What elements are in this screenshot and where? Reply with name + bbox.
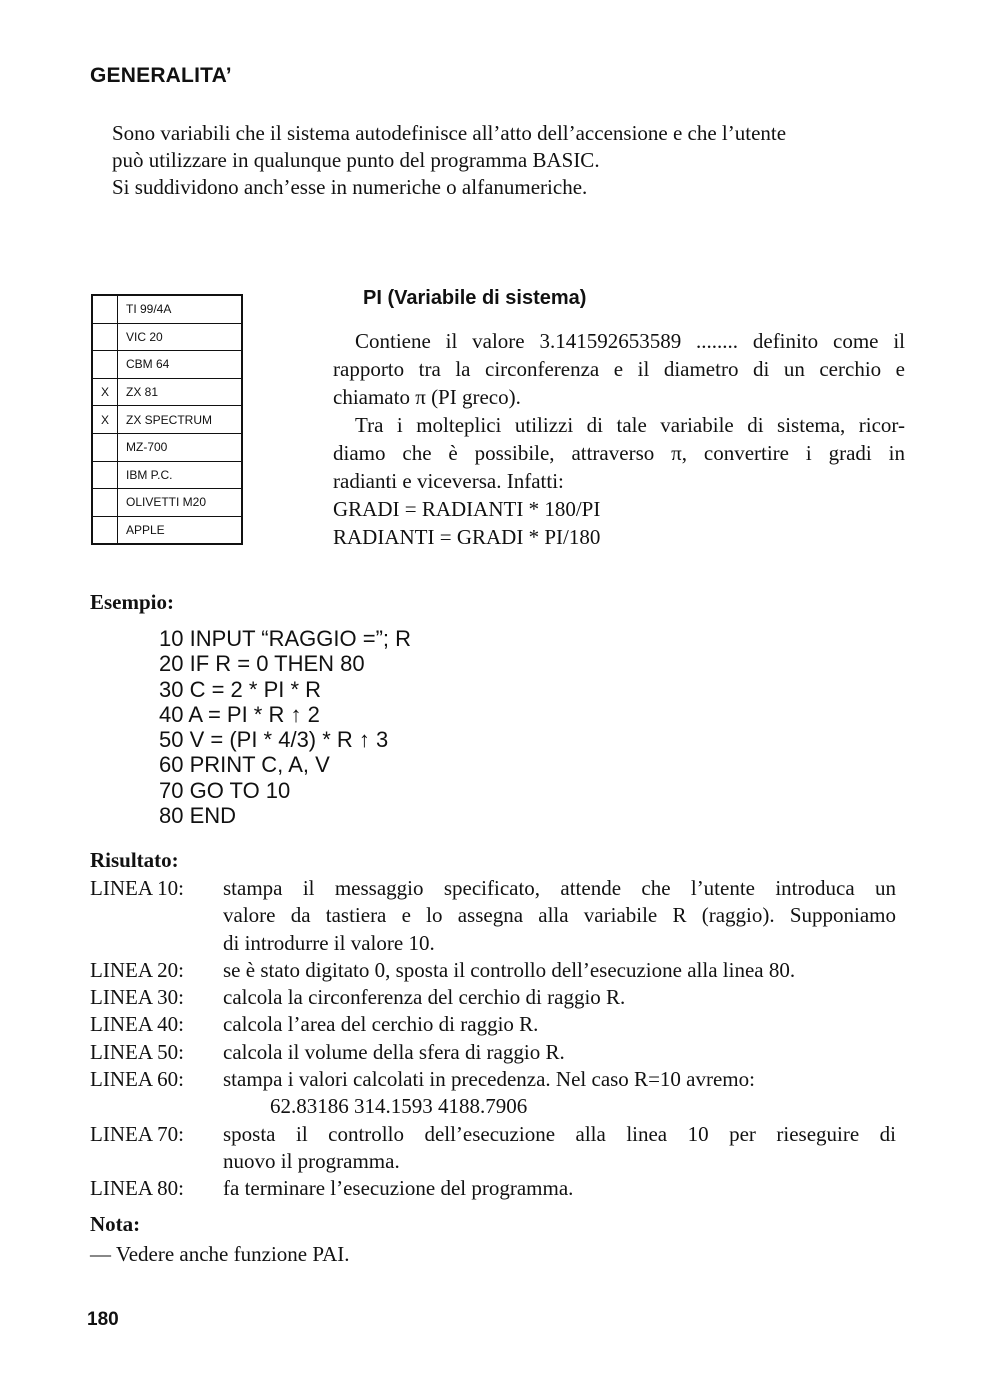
result-item <box>90 1011 896 1038</box>
result-item <box>90 984 896 1011</box>
pi-heading: PI (Variabile di sistema) <box>363 287 587 309</box>
result-item <box>90 1066 896 1121</box>
formula-degrees: GRADI = RADIANTI * 180/PI <box>333 497 601 521</box>
compatibility-system: ZX 81 <box>118 378 243 406</box>
result-item <box>90 957 896 984</box>
compatibility-row <box>92 378 242 406</box>
compatibility-system: IBM P.C. <box>118 461 243 489</box>
result-text-line: calcola l’area del cerchio di raggio R. <box>223 1012 539 1037</box>
compatibility-mark <box>92 351 118 379</box>
compatibility-row <box>92 351 242 379</box>
result-line-label: LINEA 80: <box>90 1176 184 1201</box>
compatibility-row <box>92 461 242 489</box>
code-line: 10 INPUT “RAGGIO =”; R <box>159 626 412 651</box>
compatibility-mark <box>92 516 118 544</box>
compatibility-mark: X <box>92 378 118 406</box>
result-description <box>223 1011 896 1038</box>
result-item <box>90 1039 896 1066</box>
compatibility-mark <box>92 323 118 351</box>
intro-line: Sono variabili che il sistema autodefinisce all’atto dell’accensione e che l’utente <box>112 121 787 145</box>
result-line-label: LINEA 50: <box>90 1039 184 1064</box>
result-label: Risultato: <box>90 848 179 872</box>
note-text: — Vedere anche funzione PAI. <box>90 1242 350 1266</box>
result-description <box>223 1039 896 1066</box>
page-number: 180 <box>87 1309 119 1330</box>
code-line: 30 C = 2 * PI * R <box>159 676 322 702</box>
pi-line: radianti e viceversa. Infatti: <box>333 469 564 493</box>
compatibility-row <box>92 295 242 323</box>
code-line: 50 V = (PI * 4/3) * R ↑ 3 <box>159 727 389 753</box>
compatibility-system: APPLE <box>118 516 243 544</box>
result-text-line: se è stato digitato 0, sposta il controllo dell’esecuzione alla linea 80. <box>223 957 796 982</box>
result-text-line: di introdurre il valore 10. <box>223 930 435 955</box>
compatibility-mark: X <box>92 406 118 434</box>
result-text-line: calcola la circonferenza del cerchio di raggio R. <box>223 985 626 1010</box>
pi-line: diamo che è possibile, attraverso π, convertire i gradi in <box>333 441 905 465</box>
pi-line: Tra i molteplici utilizzi di tale variabile di sistema, ricor- <box>355 413 905 437</box>
pi-line: Contiene il valore 3.141592653589 ........ definito come il <box>355 329 905 353</box>
intro-line: Si suddividono anch’esse in numeriche o alfanumeriche. <box>112 175 588 199</box>
result-line-label: LINEA 30: <box>90 985 184 1010</box>
result-text-line: valore da tastiera e lo assegna alla variabile R (raggio). Supponiamo <box>223 903 896 928</box>
compatibility-row <box>92 406 242 434</box>
compatibility-system: CBM 64 <box>118 351 243 379</box>
compatibility-system: TI 99/4A <box>118 295 243 323</box>
pi-line: chiamato π (PI greco). <box>333 385 521 409</box>
compatibility-mark <box>92 433 118 461</box>
result-list <box>90 875 896 1203</box>
compatibility-row <box>92 433 242 461</box>
code-listing <box>159 626 411 828</box>
result-item <box>90 1121 896 1176</box>
compatibility-system: ZX SPECTRUM <box>118 406 243 434</box>
result-text-line: sposta il controllo dell’esecuzione alla linea 10 per rieseguire di <box>223 1121 896 1146</box>
result-item <box>90 1175 896 1202</box>
result-description <box>223 1066 896 1121</box>
result-text-line: stampa il messaggio specificato, attende che l’utente introduca un <box>223 876 896 900</box>
compatibility-mark <box>92 461 118 489</box>
section-title: GENERALITA’ <box>90 64 232 87</box>
result-description <box>223 875 896 957</box>
result-text-line: nuovo il programma. <box>223 1148 400 1173</box>
compatibility-row <box>92 323 242 351</box>
compatibility-system: VIC 20 <box>118 323 243 351</box>
result-text-line: stampa i valori calcolati in precedenza. Nel caso R=10 avremo: <box>223 1067 755 1092</box>
result-line-label: LINEA 70: <box>90 1121 184 1146</box>
note-label: Nota: <box>90 1212 141 1236</box>
result-description <box>223 957 896 984</box>
pi-description <box>333 327 905 551</box>
result-text-line: calcola il volume della sfera di raggio R. <box>223 1039 565 1064</box>
result-line-label: LINEA 60: <box>90 1067 184 1092</box>
compatibility-system: OLIVETTI M20 <box>118 489 243 517</box>
code-line: 60 PRINT C, A, V <box>159 752 330 778</box>
result-text-line: fa terminare l’esecuzione del programma. <box>223 1176 574 1201</box>
code-line: 70 GO TO 10 <box>159 777 291 803</box>
compatibility-row <box>92 489 242 517</box>
code-line: 20 IF R = 0 THEN 80 <box>159 651 365 677</box>
compatibility-row <box>92 516 242 544</box>
computed-values: 62.83186 314.1593 4188.7906 <box>270 1094 528 1119</box>
formula-radians: RADIANTI = GRADI * PI/180 <box>333 525 601 549</box>
result-line-label: LINEA 20: <box>90 957 184 982</box>
intro-line: può utilizzare in qualunque punto del programma BASIC. <box>112 148 600 172</box>
code-line: 80 END <box>159 803 237 829</box>
intro-paragraph <box>112 120 912 201</box>
compatibility-mark <box>92 489 118 517</box>
result-line-label: LINEA 40: <box>90 1012 184 1037</box>
compatibility-system: MZ-700 <box>118 433 243 461</box>
result-description <box>223 1175 896 1202</box>
example-label: Esempio: <box>90 590 174 614</box>
result-item <box>90 875 896 957</box>
result-description <box>223 1121 896 1176</box>
code-line: 40 A = PI * R ↑ 2 <box>159 701 320 727</box>
compatibility-mark <box>92 295 118 323</box>
result-line-label: LINEA 10: <box>90 876 184 900</box>
result-description <box>223 984 896 1011</box>
compatibility-table <box>91 294 243 545</box>
pi-line: rapporto tra la circonferenza e il diametro di un cerchio e <box>333 357 905 381</box>
